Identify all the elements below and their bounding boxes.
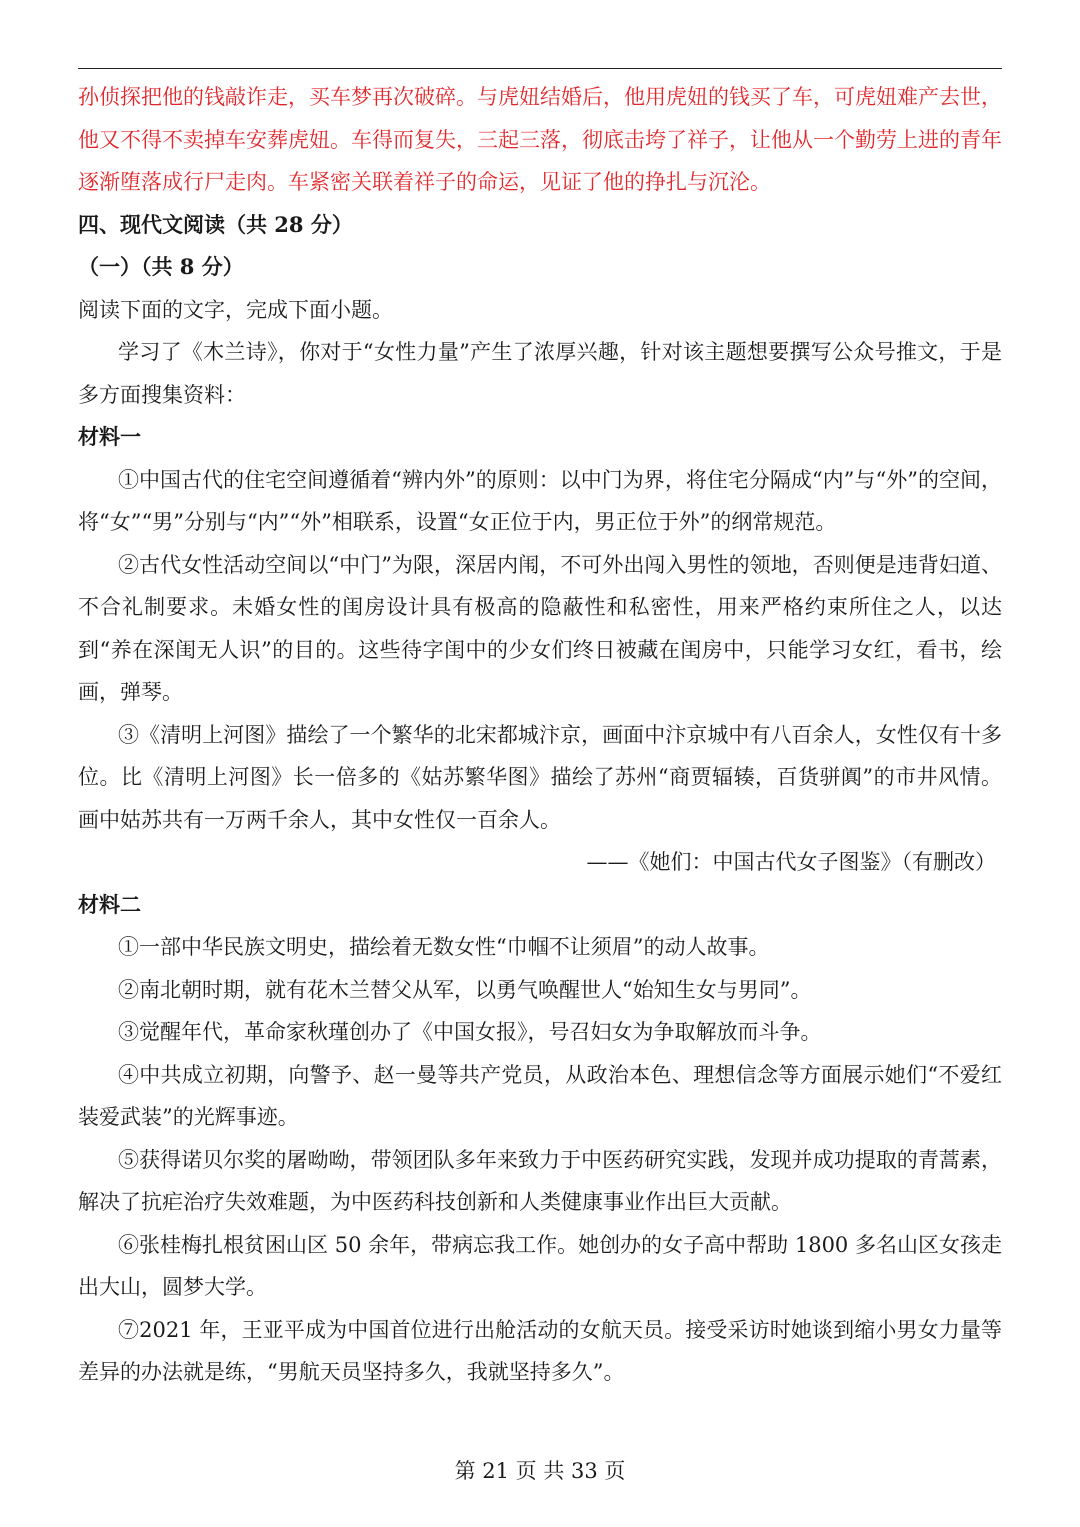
- material1-paragraph: ③《清明上河图》描绘了一个繁华的北宋都城汴京，画面中汴京城中有八百余人，女性仅有十多位。比《清明上河图》长一倍多的《姑苏繁华图》描绘了苏州“商贾辐辏，百货骈阗”的市井风情。画中姑苏共有一万两千余人，其中女性仅一百余人。: [78, 722, 1002, 832]
- material2-paragraph: ⑥张桂梅扎根贫困山区 50 余年，带病忘我工作。她创办的女子高中帮助 1800 多名山区女孩走出大山，圆梦大学。: [78, 1232, 1002, 1299]
- subsection-heading: （一）（共 8 分）: [78, 254, 244, 279]
- material2-paragraph: ②南北朝时期，就有花木兰替父从军，以勇气唤醒世人“始知生女与男同”。: [118, 977, 812, 1002]
- header-rule: [78, 68, 1002, 69]
- material2-title: 材料二: [78, 891, 141, 917]
- material2-paragraph: ④中共成立初期，向警予、赵一曼等共产党员，从政治本色、理想信念等方面展示她们“不爱红装爱武装”的光辉事迹。: [78, 1062, 1002, 1129]
- material2-paragraph: ⑦2021 年，王亚平成为中国首位进行出舱活动的女航天员。接受采访时她谈到缩小男女力量等差异的办法就是练，“男航天员坚持多久，我就坚持多久”。: [78, 1317, 1002, 1384]
- page-footer: 第 21 页 共 33 页: [454, 1459, 626, 1483]
- material1-paragraph: ①中国古代的住宅空间遵循着“辨内外”的原则：以中门为界，将住宅分隔成“内”与“外”的空间，将“女”“男”分别与“内”“外”相联系，设置“女正位于内，男正位于外”的纲常规范。: [78, 467, 1002, 534]
- material2-paragraph: ③觉醒年代，革命家秋瑾创办了《中国女报》，号召妇女为争取解放而斗争。: [118, 1020, 822, 1044]
- material1-source: ——《她们：中国古代女子图鉴》（有删改）: [586, 850, 996, 874]
- section-heading: 四、现代文阅读（共 28 分）: [78, 211, 353, 237]
- material1-title: 材料一: [78, 424, 141, 449]
- answer-paragraph: 孙侦探把他的钱敲诈走，买车梦再次破碎。与虎妞结婚后，他用虎妞的钱买了车，可虎妞难产去世，他又不得不卖掉车安葬虎妞。车得而复失，三起三落，彻底击垮了祥子，让他从一个勤劳上进的青年逐渐堕落成行尸走肉。车紧密关联着祥子的命运，见证了他的挣扎与沉沦。: [78, 85, 1002, 194]
- instruction: 阅读下面的文字，完成下面小题。: [78, 297, 393, 322]
- material2-paragraph: ⑤获得诺贝尔奖的屠呦呦，带领团队多年来致力于中医药研究实践，发现并成功提取的青蒿素，解决了抗疟治疗失效难题，为中医药科技创新和人类健康事业作出巨大贡献。: [78, 1147, 1002, 1214]
- material2-paragraph: ①一部中华民族文明史，描绘着无数女性“巾帼不让须眉”的动人故事。: [118, 935, 770, 959]
- page-content: [78, 76, 1002, 1394]
- material1-paragraph: ②古代女性活动空间以“中门”为限，深居内闱，不可外出闯入男性的领地，否则便是违背妇道、不合礼制要求。未婚女性的闺房设计具有极高的隐蔽性和私密性，用来严格约束所住之人，以达到“养在深闺无人识”的目的。这些待字闺中的少女们终日被藏在闺房中，只能学习女红，看书，绘画，弹琴。: [78, 552, 1002, 704]
- intro-paragraph: 学习了《木兰诗》，你对于“女性力量”产生了浓厚兴趣，针对该主题想要撰写公众号推文，于是多方面搜集资料：: [78, 340, 1002, 407]
